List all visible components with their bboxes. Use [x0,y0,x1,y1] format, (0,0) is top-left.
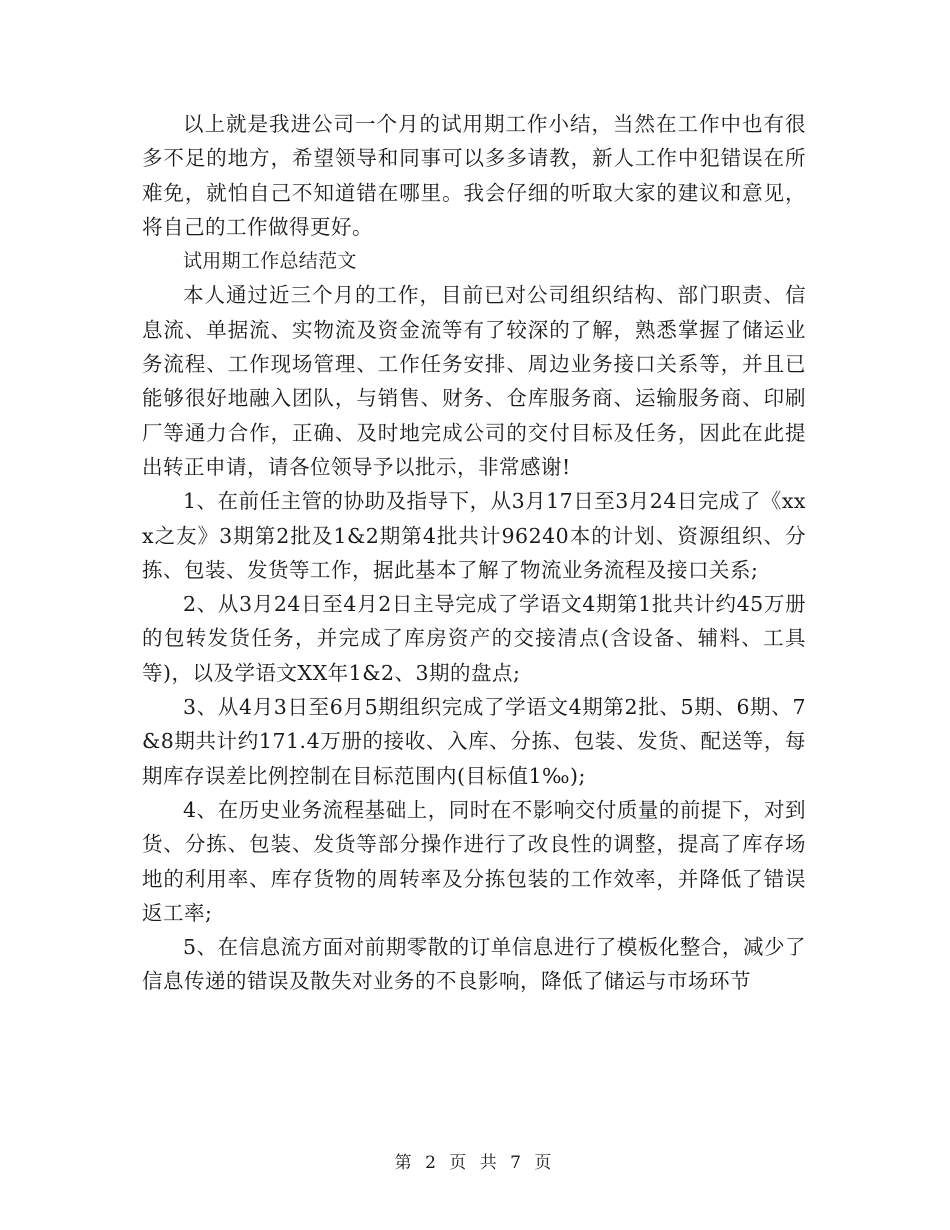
list-item-1: 1、在前任主管的协助及指导下，从3月17日至3月24日完成了《xxx之友》3期第2批及1&2期第4批共计96240本的计划、资源组织、分拣、包装、发货等工作，据此基本了解了物流业务流程及接口关系; [142,489,806,582]
page-number-footer: 第 2 页 共 7 页 [394,1153,556,1173]
list-item-4: 4、在历史业务流程基础上，同时在不影响交付质量的前提下，对到货、分拣、包装、发货等部分操作进行了改良性的调整，提高了库存场地的利用率、库存货物的周转率及分拣包装的工作效率，并降低了错误返工率; [142,797,806,925]
list-item-5: 5、在信息流方面对前期零散的订单信息进行了模板化整合，减少了信息传递的错误及散失对业务的不良影响，降低了储运与市场环节 [142,935,806,994]
list-item-2: 2、从3月24日至4月2日主导完成了学语文4期第1批共计约45万册的包转发货任务，并完成了库房资产的交接清点(含设备、辅料、工具等)，以及学语文XX年1&2、3期的盘点; [142,592,806,685]
paragraph-intro: 本人通过近三个月的工作，目前已对公司组织结构、部门职责、信息流、单据流、实物流及资金流等有了较深的了解，熟悉掌握了储运业务流程、工作现场管理、工作任务安排、周边业务接口关系等，并且已能够很好地融入团队，与销售、财务、仓库服务商、运输服务商、印刷厂等通力合作，正确、及时地完成公司的交付目标及任务，因此在此提出转正申请，请各位领导予以批示，非常感谢! [142,283,806,479]
list-item-3: 3、从4月3日至6月5期组织完成了学语文4期第2批、5期、6期、7&8期共计约171.4万册的接收、入库、分拣、包装、发货、配送等，每期库存误差比例控制在目标范围内(目标值1‰); [142,695,806,788]
document-body [142,107,806,999]
section-heading: 试用期工作总结范文 [183,250,357,273]
paragraph-summary-closing: 以上就是我进公司一个月的试用期工作小结，当然在工作中也有很多不足的地方，希望领导和同事可以多多请教，新人工作中犯错误在所难免，就怕自己不知道错在哪里。我会仔细的听取大家的建议和意见，将自己的工作做得更好。 [142,112,806,239]
